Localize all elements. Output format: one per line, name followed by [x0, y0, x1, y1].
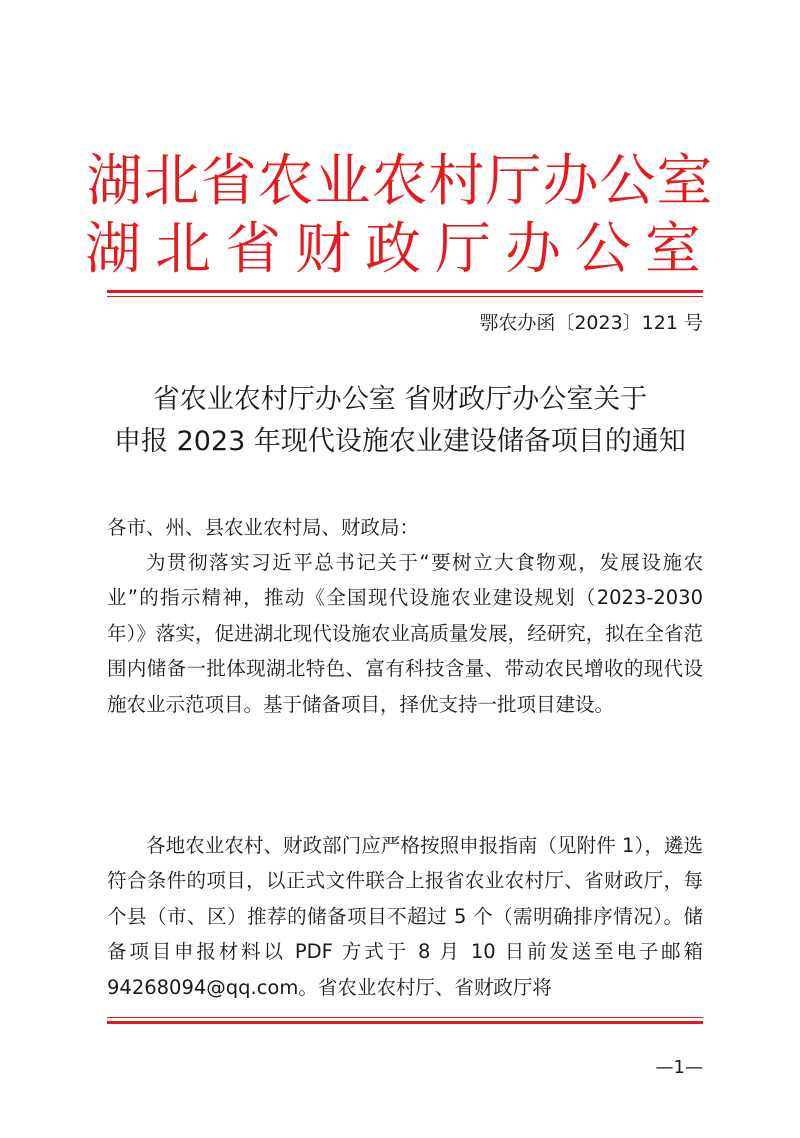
- document-title-line-2: 申报 2023 年现代设施农业建设储备项目的通知: [114, 426, 686, 457]
- body-paragraph: 各地农业农村、财政部门应严格按照申报指南（见附件 1），遴选符合条件的项目，以正式文件联合上报省农业农村厅、省财政厅，每个县（市、区）推荐的储备项目不超过 5 个（需明确排序情况）。储备项目申报材料以 PDF 方式于 8 月 10 日前发送至电子邮箱 94268094@qq.com。省农业农村厅、省财政厅将: [107, 834, 703, 999]
- issuing-office-line-2: 湖北省财政厅办公室: [85, 217, 715, 282]
- document-number: 鄂农办函〔2023〕121 号: [479, 312, 703, 334]
- header-red-rule-thick: [107, 290, 703, 293]
- page-number: —1—: [655, 1057, 703, 1078]
- salutation: 各市、州、县农业农村局、财政局：: [107, 516, 420, 539]
- document-title-line-1: 省农业农村厅办公室 省财政厅办公室关于: [152, 384, 648, 415]
- footer-red-rule-thin: [107, 1017, 703, 1018]
- header-red-rule-thin: [107, 296, 703, 297]
- body-paragraph: 为贯彻落实习近平总书记关于“要树立大食物观，发展设施农业”的指示精神，推动《全国现代设施农业建设规划（2023-2030 年）》落实，促进湖北现代设施农业高质量发展，经研究，拟在全省范围内储备一批体现湖北特色、富有科技含量、带动农民增收的现代设施农业示范项目。基于储备项目，择优支持一批项目建设。: [107, 551, 703, 716]
- footer-red-rule-thick: [107, 1021, 703, 1024]
- issuing-office-line-1: 湖北省农业农村厅办公室: [86, 149, 714, 214]
